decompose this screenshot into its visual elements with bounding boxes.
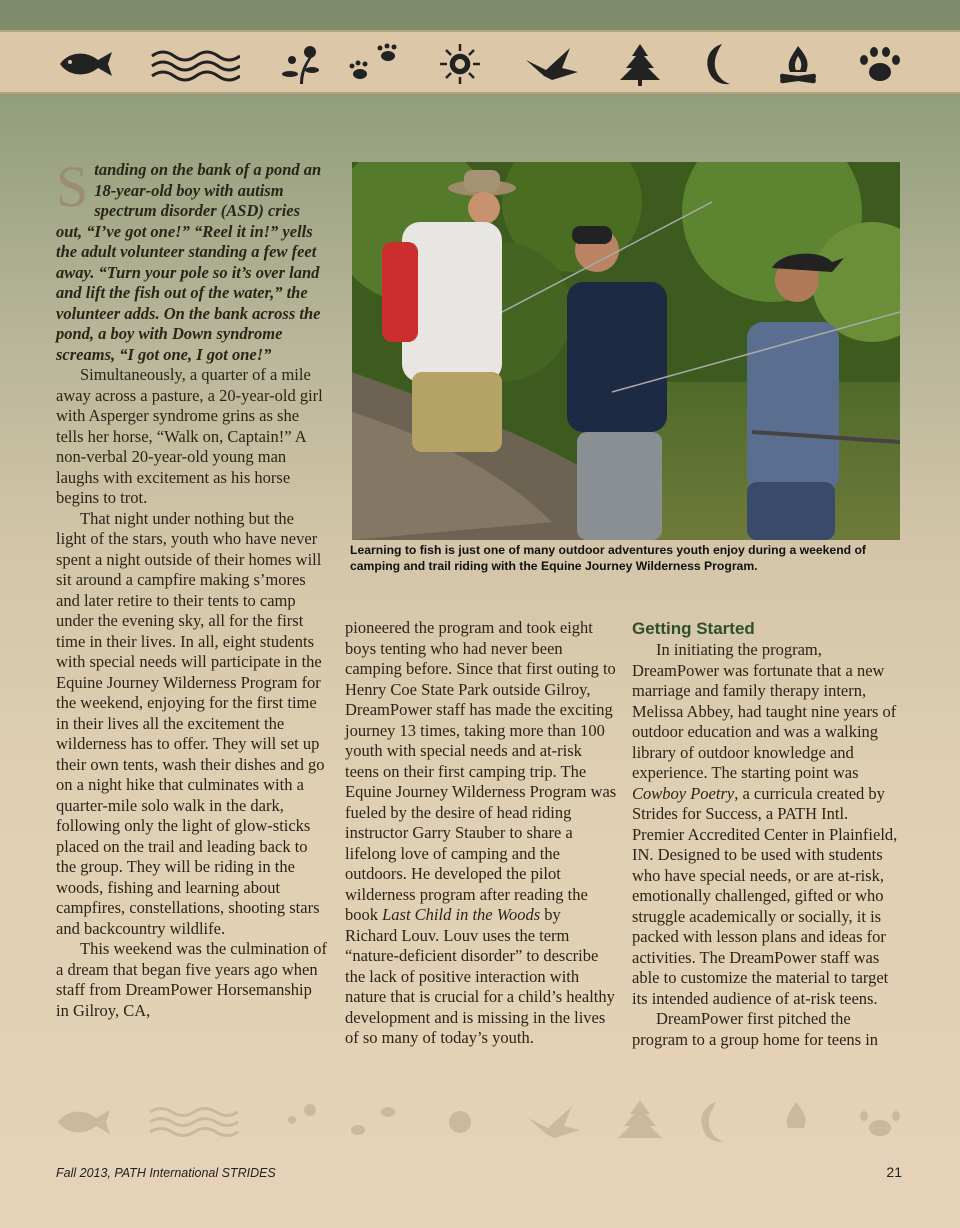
lead-paragraph xyxy=(56,154,328,365)
article-column-1 xyxy=(56,154,328,1021)
photo-caption: Learning to fish is just one of many outdoor adventures youth enjoy during a weekend of camping and trail riding with the Equine Journey Wilderness Program. xyxy=(350,543,866,573)
paw-prints-icon xyxy=(344,42,404,86)
lead-text: tanding on the bank of a pond an 18-year-old boy with autism spectrum disorder (ASD) cries out, “I’ve got one!” “Reel it in!” yells the adult volunteer standing a few feet away. “Turn your pole so it’s over land and lift the fish out of the water,” the volunteer adds. On the bank across the pond, a boy with Down syndrome screams, “I got one, I got one!” xyxy=(56,160,322,364)
paragraph: Simultaneously, a quarter of a mile away across a pasture, a 20-year-old girl with Asperger syndrome grins as she tells her horse, “Walk on, Captain!” A non-verbal 20-year-old young man laughs with excitement as his horse begins to trot. xyxy=(56,365,323,507)
paragraph: In initiating the program, DreamPower was fortunate that a new marriage and family therapy intern, Melissa Abbey, had taught nine years of outdoor education and was a walking library of outdoor knowledge and experience. The starting point was Cowboy Poetry, a curricula created by Strides for Success, a PATH Intl. Premier Accredited Center in Plainfield, IN. Designed to be used with students who have special needs, or are at-risk, emotionally challenged, gifted or who struggle academically or socially, it is packed with lesson plans and ideas for activities. The DreamPower staff was able to customize the material to target its intended audience of at-risk teens. xyxy=(632,640,898,1008)
fishing-photo xyxy=(352,162,900,540)
page-number: 21 xyxy=(886,1164,902,1180)
paragraph: That night under nothing but the light of the stars, youth who have never spent a night outside of their homes will sit around a campfire making s’mores and later retire to their tents to camp under the evening sky, all for the first time in their lives. In all, eight students with special needs will participate in the Equine Journey Wilderness Program for the weekend, enjoying for the first time in their lives all the excitement the wilderness has to offer. They will set up their own tents, wash their dishes and go on a night hike that culminates with a quarter-mile solo walk in the dark, following only the light of glow-sticks placed on the trail and leading back to the group. They will be riding in the woods, fishing and learning about campfires, constellations, shooting stars and backcountry wildlife. xyxy=(56,508,325,938)
article-column-2 xyxy=(345,618,617,1049)
drop-cap: S xyxy=(56,154,89,219)
bird-icon xyxy=(522,42,582,86)
section-heading: Getting Started xyxy=(632,619,755,638)
curriculum-title: Cowboy Poetry xyxy=(632,783,735,803)
fish-icon xyxy=(56,42,116,86)
pine-tree-icon xyxy=(610,42,670,86)
moon-icon xyxy=(690,42,750,86)
article-column-3 xyxy=(632,618,904,1050)
waves-icon xyxy=(150,42,240,86)
book-title: Last Child in the Woods xyxy=(382,905,541,924)
top-strip xyxy=(0,0,960,30)
icon-banner xyxy=(0,30,960,94)
paw-icon xyxy=(850,42,910,86)
footer-icon-watermark xyxy=(0,1094,960,1150)
paragraph: DreamPower first pitched the program to a group home for teens in xyxy=(632,1009,879,1049)
sun-icon xyxy=(430,42,490,86)
paragraph: This weekend was the culmination of a dream that began five years ago when staff from DreamPower Horsemanship in Gilroy, CA, xyxy=(56,939,327,1020)
footer-publication: Fall 2013, PATH International STRIDES xyxy=(56,1166,276,1180)
flower-icon xyxy=(270,42,330,86)
paragraph: pioneered the program and took eight boys tenting who had never been camping before. Since that first outing to Henry Coe State Park outside Gilroy, DreamPower staff has made the exciting journey 13 times, taking more than 100 youth with special needs and at-risk teens on their first camping trip. The Equine Journey Wilderness Program was fueled by the desire of head riding instructor Garry Stauber to share a lifelong love of camping and the outdoors. He developed the pilot wilderness program after reading the book Last Child in the Woods by Richard Louv. Louv uses the term “nature-deficient disorder” to describe the lack of positive interaction with nature that is crucial for a child’s healthy development and is missing in the lives of so many of today’s youth. xyxy=(345,618,617,1047)
campfire-icon xyxy=(768,42,828,86)
